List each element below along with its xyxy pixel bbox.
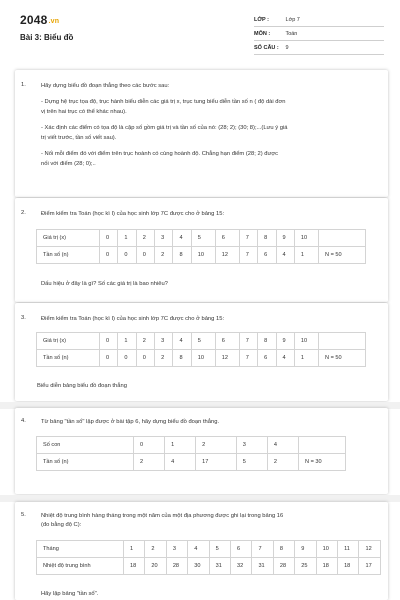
table-cell: 7 xyxy=(239,247,257,264)
table-row xyxy=(37,333,366,350)
table-cell: 6 xyxy=(258,350,276,367)
table-cell: 6 xyxy=(231,541,252,558)
table-cell: 8 xyxy=(173,350,191,367)
table-cell: 25 xyxy=(295,558,316,575)
table-cell: 31 xyxy=(252,558,273,575)
table-cell: 3 xyxy=(155,230,173,247)
class-label: LỚP : xyxy=(254,17,269,23)
table-cell: 7 xyxy=(239,350,257,367)
table-cell: 10 xyxy=(191,247,215,264)
table-cell: 0 xyxy=(134,437,165,454)
temperature-table xyxy=(36,540,381,575)
table-cell: 9 xyxy=(276,230,294,247)
table-cell: 5 xyxy=(236,454,267,471)
table-cell: 2 xyxy=(136,333,154,350)
table-cell: 30 xyxy=(188,558,209,575)
table-row xyxy=(37,454,346,471)
table-cell: 0 xyxy=(136,350,154,367)
table-cell: 2 xyxy=(134,454,165,471)
table-cell: 1 xyxy=(294,350,318,367)
table-cell: 0 xyxy=(100,230,118,247)
table-cell: 4 xyxy=(173,230,191,247)
table-cell: 11 xyxy=(338,541,359,558)
table-cell: 2 xyxy=(155,350,173,367)
table-cell: 2 xyxy=(155,247,173,264)
section-separator xyxy=(0,495,400,502)
table-cell: 5 xyxy=(191,333,215,350)
table-cell: 4 xyxy=(165,454,196,471)
subject-underline xyxy=(254,40,384,41)
table-cell: 10 xyxy=(294,333,318,350)
table-cell: 8 xyxy=(258,230,276,247)
question-number: 4. xyxy=(21,418,26,424)
question-number: 3. xyxy=(21,315,26,321)
table-cell: 8 xyxy=(173,247,191,264)
table-cell: 4 xyxy=(173,333,191,350)
question-title: Nhiệt độ trung bình hàng tháng trong một năm của một địa phương được ghi lại trong bảng 16 xyxy=(41,513,284,519)
table-cell xyxy=(299,437,346,454)
table-cell: 12 xyxy=(215,247,239,264)
row-label: Tần số (n) xyxy=(37,247,100,264)
row-label: Tần số (n) xyxy=(37,350,100,367)
question-card-4 xyxy=(15,408,388,494)
table-cell: 0 xyxy=(118,350,136,367)
question-text-line: - Dựng hệ trục tọa độ, trục hành biểu diễn các giá trị x, trục tung biểu diễn tần số n ( độ dài đơn xyxy=(41,99,286,105)
class-underline xyxy=(254,26,384,27)
table-cell: 1 xyxy=(118,230,136,247)
table-cell: 8 xyxy=(273,541,294,558)
table-cell: 5 xyxy=(191,230,215,247)
frequency-table xyxy=(36,229,366,264)
question-card-5 xyxy=(15,502,388,600)
table-row xyxy=(37,541,381,558)
table-cell: 0 xyxy=(100,350,118,367)
question-card-2 xyxy=(15,198,388,302)
question-title: Hãy dựng biểu đồ đoạn thẳng theo các bước sau: xyxy=(41,83,170,89)
question-title: Điểm kiểm tra Toán (học kì I) của học sinh lớp 7C được cho ở bảng 15: xyxy=(41,211,225,217)
count-underline xyxy=(254,54,384,55)
table-cell: 7 xyxy=(252,541,273,558)
table-cell: 12 xyxy=(359,541,381,558)
logo-suffix: .vn xyxy=(48,18,60,25)
question-text-line: nối với điểm (28; 0);.. xyxy=(41,161,96,167)
table-cell: 18 xyxy=(338,558,359,575)
row-label: Nhiệt độ trung bình xyxy=(37,558,124,575)
table-row xyxy=(37,230,366,247)
table-cell: 8 xyxy=(258,333,276,350)
table-cell: 5 xyxy=(209,541,230,558)
table-cell: 32 xyxy=(231,558,252,575)
table-cell: 9 xyxy=(295,541,316,558)
table-cell: 31 xyxy=(209,558,230,575)
subject-row xyxy=(254,31,297,37)
table-cell: 1 xyxy=(294,247,318,264)
question-prompt: Hãy lập bảng "tần số". xyxy=(41,591,99,597)
lesson-title: Bài 3: Biểu đồ xyxy=(20,33,74,42)
question-number: 2. xyxy=(21,210,26,216)
question-title: Từ bảng "tần số" lập được ở bài tập 6, hãy dựng biểu đồ đoạn thẳng. xyxy=(41,419,220,425)
question-prompt: Dấu hiệu ở đây là gì? Số các giá trị là bao nhiêu? xyxy=(41,281,168,287)
table-cell: 10 xyxy=(316,541,337,558)
table-cell: 2 xyxy=(136,230,154,247)
table-cell xyxy=(319,230,366,247)
total-cell: N = 50 xyxy=(319,247,366,264)
question-card-1 xyxy=(15,70,388,197)
table-cell: 1 xyxy=(124,541,145,558)
count-value: 9 xyxy=(285,45,289,51)
question-card-3 xyxy=(15,303,388,401)
table-cell: 7 xyxy=(239,333,257,350)
frequency-table xyxy=(36,436,346,471)
row-label: Tháng xyxy=(37,541,124,558)
table-cell: 0 xyxy=(118,247,136,264)
table-cell: 2 xyxy=(196,437,237,454)
table-cell: 28 xyxy=(166,558,187,575)
subject-label: MÔN : xyxy=(254,31,271,37)
table-row xyxy=(37,558,381,575)
table-cell: 0 xyxy=(100,333,118,350)
table-cell: 17 xyxy=(196,454,237,471)
table-cell: 10 xyxy=(294,230,318,247)
table-cell: 4 xyxy=(267,437,298,454)
table-cell: 3 xyxy=(236,437,267,454)
question-text-line: vị trên hai trục có thể khác nhau). xyxy=(41,109,127,115)
table-cell: 12 xyxy=(215,350,239,367)
table-cell: 20 xyxy=(145,558,166,575)
table-cell: 2 xyxy=(145,541,166,558)
table-row xyxy=(37,350,366,367)
table-cell: 18 xyxy=(124,558,145,575)
question-number: 5. xyxy=(21,512,26,518)
subject-value: Toán xyxy=(285,31,298,37)
table-cell: 0 xyxy=(136,247,154,264)
table-cell: 6 xyxy=(258,247,276,264)
table-cell: 9 xyxy=(276,333,294,350)
table-cell: 3 xyxy=(166,541,187,558)
table-row xyxy=(37,437,346,454)
question-number: 1. xyxy=(21,82,26,88)
row-label: Giá trị (x) xyxy=(37,333,100,350)
site-logo[interactable] xyxy=(20,13,59,27)
table-cell: 28 xyxy=(273,558,294,575)
table-cell: 6 xyxy=(215,230,239,247)
table-cell: 17 xyxy=(359,558,381,575)
question-title: (đo bằng độ C): xyxy=(41,522,82,528)
total-cell: N = 30 xyxy=(299,454,346,471)
row-label: Giá trị (x) xyxy=(37,230,100,247)
question-text-line: - Nối mỗi điểm đó với điểm trên trục hoành có cùng hoành độ. Chẳng hạn điểm (28; 2) được xyxy=(41,151,279,157)
frequency-table xyxy=(36,332,366,367)
class-value: Lớp 7 xyxy=(285,17,300,23)
table-row xyxy=(37,247,366,264)
table-cell: 4 xyxy=(188,541,209,558)
table-cell: 6 xyxy=(215,333,239,350)
table-cell: 18 xyxy=(316,558,337,575)
table-cell: 1 xyxy=(165,437,196,454)
question-title: Điểm kiểm tra Toán (học kì I) của học sinh lớp 7C được cho ở bảng 15: xyxy=(41,316,225,322)
table-cell: 3 xyxy=(155,333,173,350)
row-label: Số con xyxy=(37,437,134,454)
table-cell xyxy=(319,333,366,350)
question-text-line: - Xác định các điểm có tọa độ là cặp số gồm giá trị và tần số của nó: (28; 2); (30; 8);...(Lưu ý giá xyxy=(41,125,288,131)
count-label: SỐ CÂU : xyxy=(254,45,279,51)
total-cell: N = 50 xyxy=(319,350,366,367)
class-row xyxy=(254,17,300,23)
count-row xyxy=(254,45,289,51)
table-cell: 2 xyxy=(267,454,298,471)
logo-text: 2048 xyxy=(20,13,48,27)
table-cell: 4 xyxy=(276,247,294,264)
question-prompt: Biểu diễn bảng biểu đồ đoạn thẳng xyxy=(37,383,127,389)
row-label: Tần số (n) xyxy=(37,454,134,471)
table-cell: 7 xyxy=(239,230,257,247)
table-cell: 1 xyxy=(118,333,136,350)
table-cell: 0 xyxy=(100,247,118,264)
page-header xyxy=(0,0,400,62)
table-cell: 10 xyxy=(191,350,215,367)
table-cell: 4 xyxy=(276,350,294,367)
question-text-line: trị viết trước, tần số viết sau). xyxy=(41,135,117,141)
